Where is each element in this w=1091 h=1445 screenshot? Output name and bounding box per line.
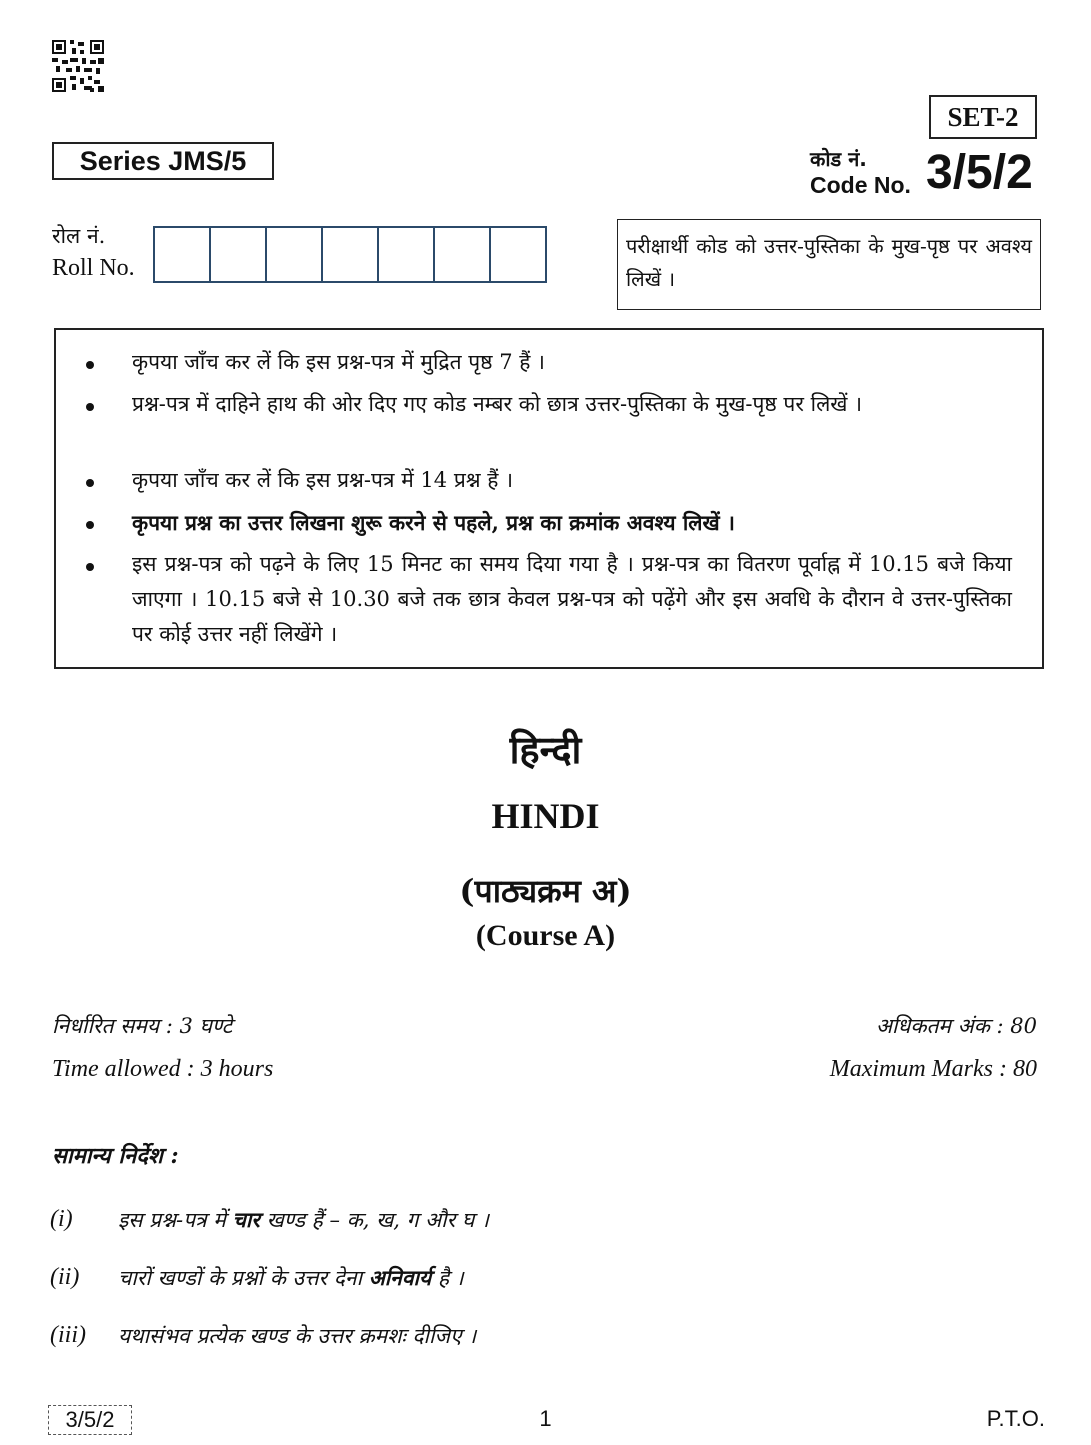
- general-item-number: (iii): [50, 1322, 86, 1348]
- instruction-item: प्रश्न-पत्र में दाहिने हाथ की ओर दिए गए कोड नम्बर को छात्र उत्तर-पुस्तिका के मुख-पृष्ठ पर लिखें ।: [132, 392, 863, 416]
- bullet-icon: [86, 403, 96, 413]
- general-item-text: चारों खण्डों के प्रश्नों के उत्तर देना अनिवार्य है ।: [118, 1265, 464, 1290]
- code-number: 3/5/2: [926, 146, 1033, 199]
- instruction-item: इस प्रश्न-पत्र को पढ़ने के लिए 15 मिनट का समय दिया गया है । प्रश्न-पत्र का वितरण पूर्वाह्न में 10.15 बजे किया जाएगा । 10.15 बजे से 10.30 बजे तक छात्र केवल प्रश्न-पत्र को पढ़ेंगे और इस अवधि के दौरान वे उत्तर-पुस्तिका पर कोई उत्तर नहीं लिखेंगे ।: [132, 552, 1012, 646]
- pto-label: P.T.O.: [986, 1406, 1045, 1431]
- general-item-number: (i): [50, 1206, 73, 1232]
- series-label: Series JMS/5: [52, 142, 274, 180]
- code-label-english: Code No.: [810, 172, 911, 198]
- course-title-hindi: (पाठ्यक्रम अ): [459, 872, 632, 910]
- subject-title-hindi: हिन्दी: [509, 727, 582, 772]
- candidate-note: परीक्षार्थी कोड को उत्तर-पुस्तिका के मुख-पृष्ठ पर अवश्य लिखें ।: [617, 219, 1041, 310]
- roll-digit-box[interactable]: [379, 228, 435, 281]
- bullet-icon: [86, 479, 96, 489]
- bullet-icon: [86, 361, 96, 371]
- instructions-box: [54, 328, 1044, 669]
- instruction-item: कृपया प्रश्न का उत्तर लिखना शुरू करने से पहले, प्रश्न का क्रमांक अवश्य लिखें ।: [132, 510, 735, 535]
- general-item-text: यथासंभव प्रत्येक खण्ड के उत्तर क्रमशः दीजिए ।: [118, 1324, 477, 1348]
- roll-digit-box[interactable]: [267, 228, 323, 281]
- general-item-text: इस प्रश्न-पत्र में चार खण्ड हैं – क, ख, ग और घ ।: [118, 1207, 489, 1232]
- roll-label-english: Roll No.: [52, 255, 135, 281]
- roll-number-boxes: [153, 226, 547, 283]
- course-title-english: (Course A): [475, 919, 616, 952]
- qr-code-icon: [52, 40, 104, 92]
- general-instructions-heading: सामान्य निर्देश :: [52, 1143, 179, 1169]
- time-allowed-english: Time allowed : 3 hours: [52, 1056, 274, 1082]
- max-marks-english: Maximum Marks : 80: [829, 1056, 1037, 1082]
- general-item-number: (ii): [50, 1264, 80, 1290]
- roll-digit-box[interactable]: [491, 228, 545, 281]
- page-number: 1: [539, 1406, 552, 1431]
- roll-digit-box[interactable]: [435, 228, 491, 281]
- instruction-item: कृपया जाँच कर लें कि इस प्रश्न-पत्र में 14 प्रश्न हैं ।: [132, 468, 514, 492]
- set-label: SET-2: [929, 95, 1037, 139]
- instruction-item: कृपया जाँच कर लें कि इस प्रश्न-पत्र में मुद्रित पृष्ठ 7 हैं ।: [132, 350, 546, 374]
- max-marks-hindi: अधिकतम अंक : 80: [875, 1014, 1037, 1038]
- time-allowed-hindi: निर्धारित समय : 3 घण्टे: [52, 1014, 233, 1038]
- roll-digit-box[interactable]: [155, 228, 211, 281]
- roll-digit-box[interactable]: [323, 228, 379, 281]
- bullet-icon: [86, 521, 96, 531]
- roll-digit-box[interactable]: [211, 228, 267, 281]
- footer-code: 3/5/2: [48, 1405, 132, 1435]
- subject-title-english: HINDI: [491, 796, 600, 836]
- roll-label-hindi: रोल नं.: [52, 224, 106, 248]
- bullet-icon: [86, 563, 96, 573]
- code-label-hindi: कोड नं.: [810, 147, 867, 171]
